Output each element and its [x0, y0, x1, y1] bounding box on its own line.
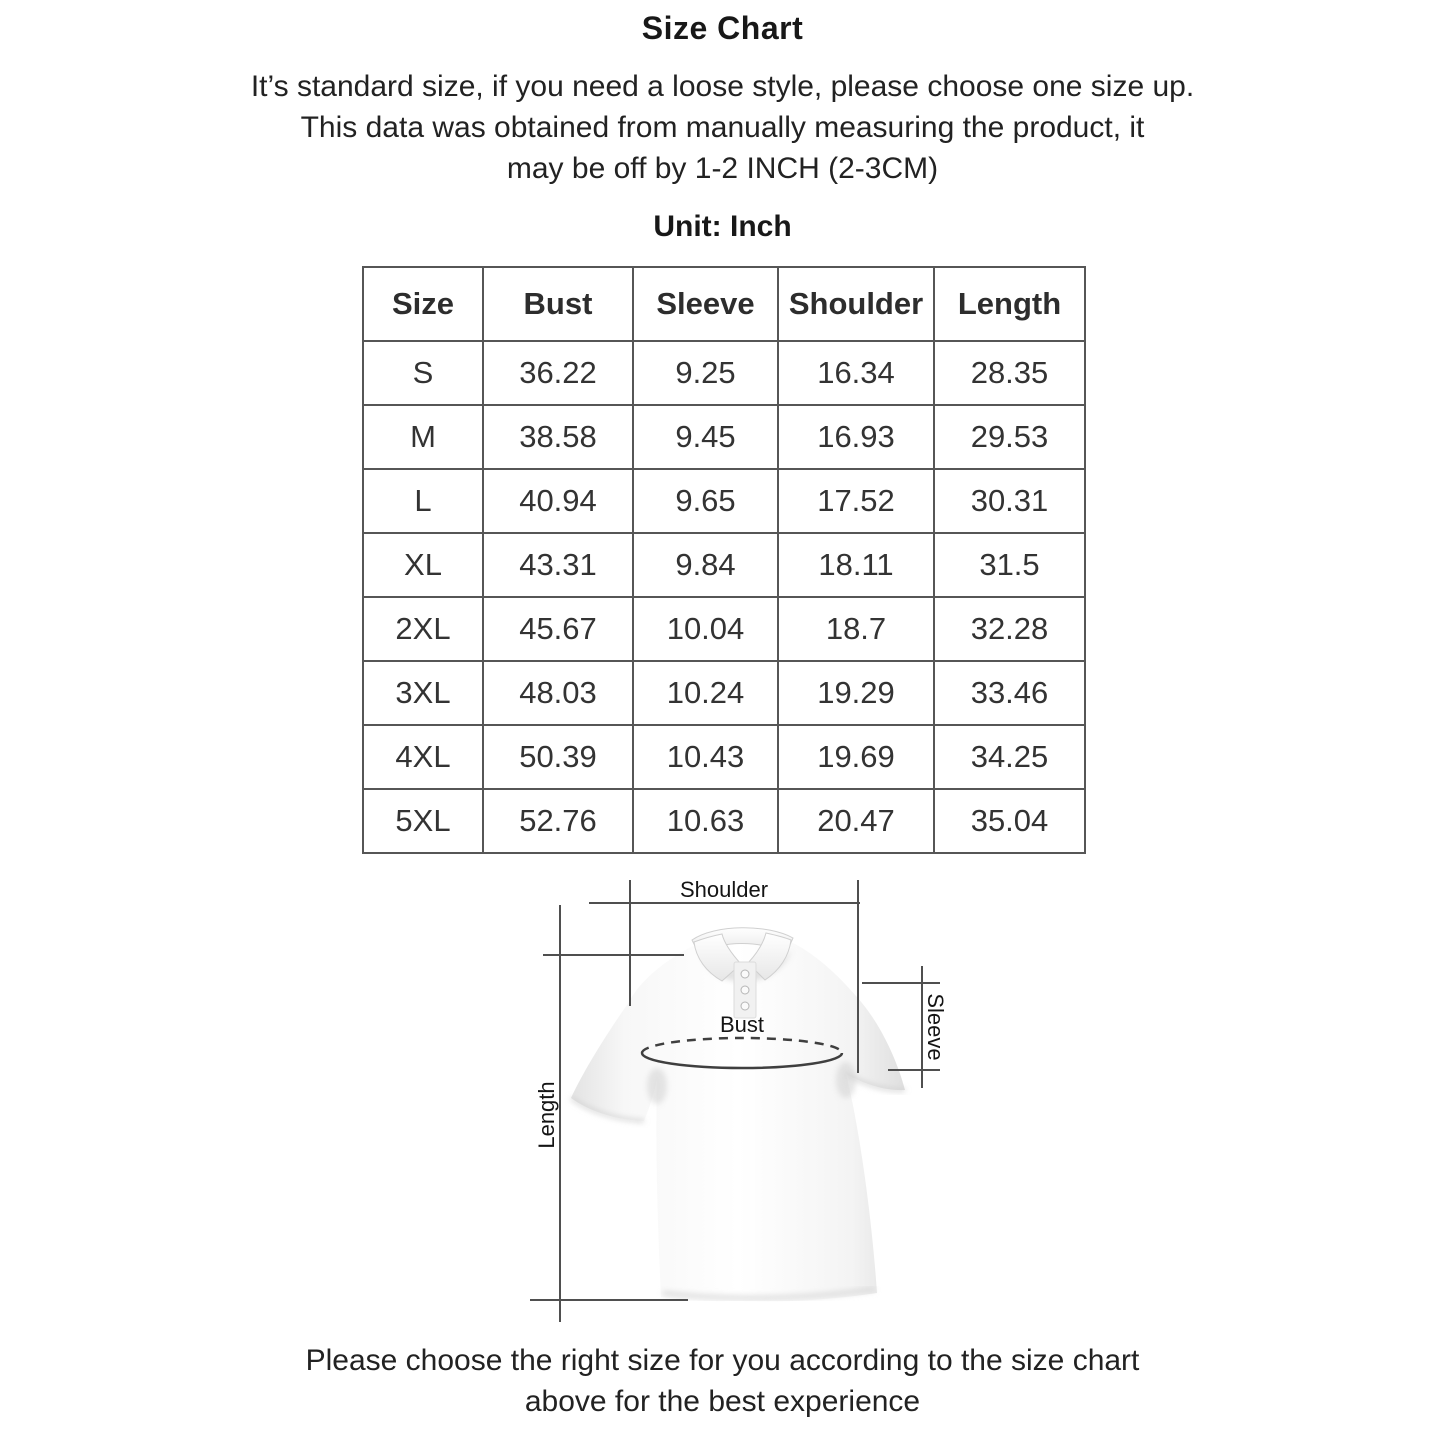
table-cell: 2XL [363, 597, 483, 661]
table-cell: 34.25 [934, 725, 1085, 789]
table-cell: 32.28 [934, 597, 1085, 661]
table-cell: 19.69 [778, 725, 934, 789]
table-cell: 9.84 [633, 533, 778, 597]
footer-note-line: Please choose the right size for you according to the size chart [305, 1344, 1140, 1377]
sleeve-label: Sleeve [923, 993, 948, 1061]
table-cell: L [363, 469, 483, 533]
table-cell: 35.04 [934, 789, 1085, 853]
table-cell: 29.53 [934, 405, 1085, 469]
length-label: Length [534, 1081, 559, 1149]
table-row [363, 789, 1085, 853]
table-row [363, 405, 1085, 469]
table-cell: 18.7 [778, 597, 934, 661]
bust-label: Bust [719, 1012, 765, 1037]
size-note-line: may be off by 1-2 INCH (2-3CM) [506, 152, 939, 185]
table-cell: 38.58 [483, 405, 633, 469]
shoulder-label: Shoulder [679, 877, 769, 902]
footer-note [0, 1340, 1445, 1422]
table-cell: 50.39 [483, 725, 633, 789]
size-note-line: This data was obtained from manually measuring the product, it [300, 111, 1145, 144]
column-header-sleeve: Sleeve [633, 267, 778, 341]
table-cell: 45.67 [483, 597, 633, 661]
table-cell: 10.63 [633, 789, 778, 853]
table-row [363, 341, 1085, 405]
table-cell: XL [363, 533, 483, 597]
table-cell: 5XL [363, 789, 483, 853]
table-cell: S [363, 341, 483, 405]
table-row [363, 661, 1085, 725]
table-cell: 36.22 [483, 341, 633, 405]
table-cell: 43.31 [483, 533, 633, 597]
table-cell: 16.34 [778, 341, 934, 405]
table-cell: 18.11 [778, 533, 934, 597]
table-cell: 9.65 [633, 469, 778, 533]
shirt-measurement-diagram [500, 858, 970, 1338]
table-cell: 19.29 [778, 661, 934, 725]
table-row [363, 533, 1085, 597]
button [741, 970, 749, 978]
table-cell: 20.47 [778, 789, 934, 853]
page-title: Size Chart [641, 10, 804, 46]
table-cell: 3XL [363, 661, 483, 725]
column-header-length: Length [934, 267, 1085, 341]
table-cell: 16.93 [778, 405, 934, 469]
size-note-line: It’s standard size, if you need a loose style, please choose one size up. [250, 70, 1195, 103]
table-cell: 52.76 [483, 789, 633, 853]
table-row [363, 597, 1085, 661]
button [741, 986, 749, 994]
table-cell: 10.24 [633, 661, 778, 725]
footer-note-line: above for the best experience [524, 1385, 921, 1418]
column-header-shoulder: Shoulder [778, 267, 934, 341]
table-cell: 9.25 [633, 341, 778, 405]
column-header-size: Size [363, 267, 483, 341]
table-cell: 30.31 [934, 469, 1085, 533]
table-cell: 4XL [363, 725, 483, 789]
table-header-row [363, 267, 1085, 341]
table-cell: 10.04 [633, 597, 778, 661]
table-cell: 10.43 [633, 725, 778, 789]
size-note-paragraph [0, 66, 1445, 189]
table-cell: 31.5 [934, 533, 1085, 597]
unit-label: Unit: Inch [653, 210, 792, 243]
table-row [363, 469, 1085, 533]
size-table [362, 266, 1086, 854]
table-cell: 9.45 [633, 405, 778, 469]
table-cell: 48.03 [483, 661, 633, 725]
polo-shirt-graphic [571, 928, 905, 1302]
table-cell: 33.46 [934, 661, 1085, 725]
table-cell: 17.52 [778, 469, 934, 533]
table-cell: 28.35 [934, 341, 1085, 405]
column-header-bust: Bust [483, 267, 633, 341]
table-cell: M [363, 405, 483, 469]
table-row [363, 725, 1085, 789]
button [741, 1002, 749, 1010]
table-cell: 40.94 [483, 469, 633, 533]
